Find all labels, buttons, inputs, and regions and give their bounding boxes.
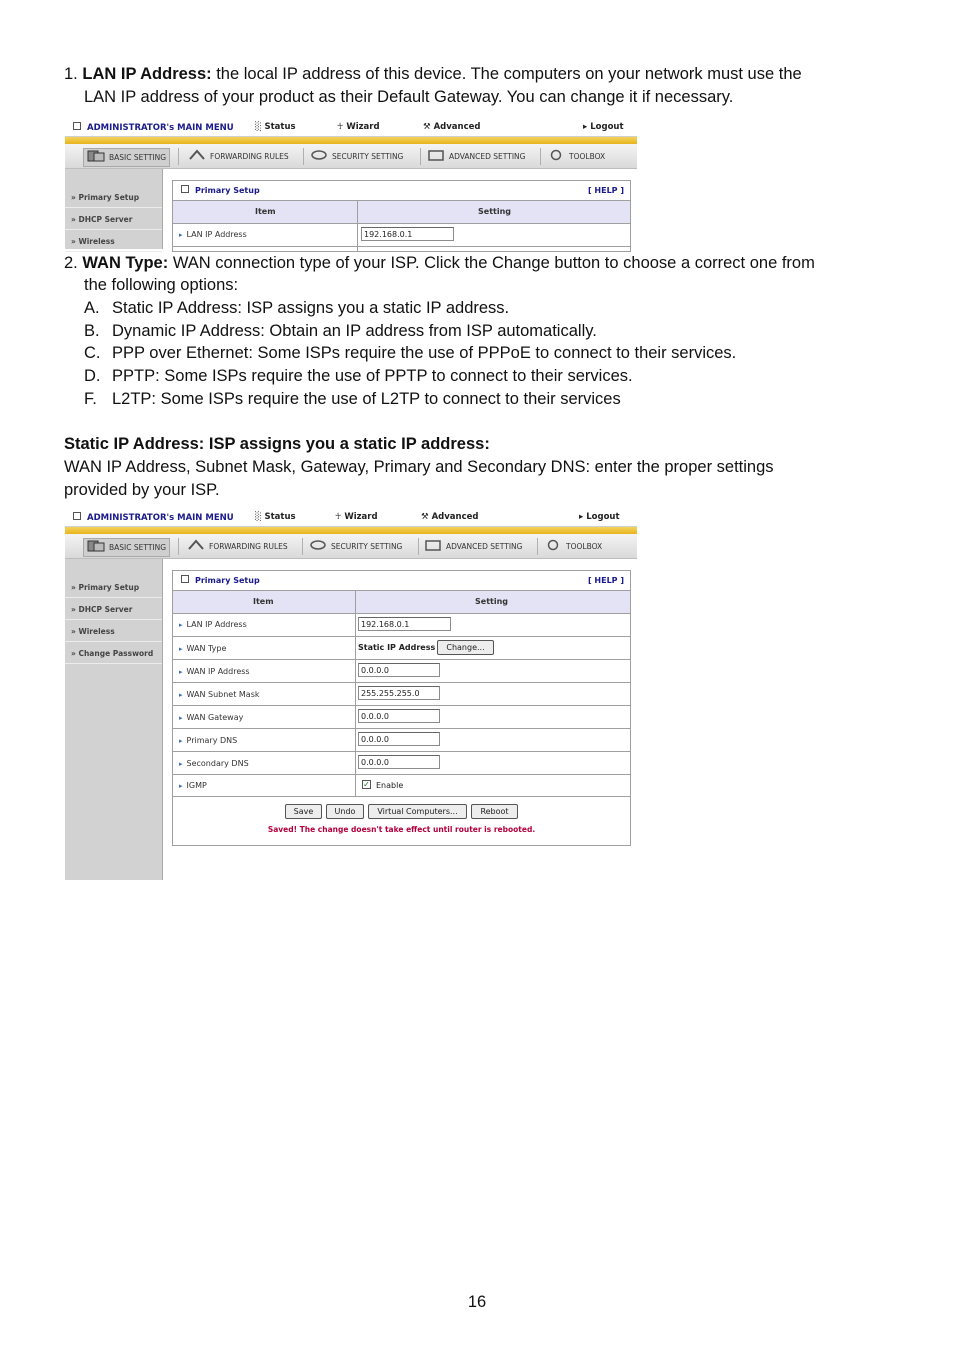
forwarding-icon: [188, 149, 206, 161]
menu-square-icon: [73, 122, 81, 130]
row-wan-ip: [173, 660, 630, 683]
wan-gateway-input[interactable]: 0.0.0.0: [358, 709, 440, 723]
primary-dns-label: ▸ Primary DNS: [179, 736, 237, 745]
main-nav-bar: [65, 144, 637, 169]
col-setting: Setting: [478, 207, 511, 216]
reboot-button[interactable]: Reboot: [471, 804, 518, 819]
row-lan-ip: [173, 614, 630, 637]
item1-term: LAN IP Address:: [82, 65, 212, 83]
logout-link[interactable]: ▸ Logout: [579, 512, 620, 522]
main-nav-bar: [65, 534, 637, 559]
sidebar-item-wireless[interactable]: » Wireless: [65, 621, 162, 642]
nav-security-setting[interactable]: SECURITY SETTING: [310, 148, 403, 165]
option-b: B. Dynamic IP Address: Obtain an IP address from ISP automatically.: [84, 322, 597, 340]
router-ui-screenshot-1: [65, 120, 637, 246]
nav-toolbox[interactable]: TOOLBOX: [544, 538, 602, 555]
page-number: 16: [467, 1293, 487, 1311]
wan-type-label: ▸ WAN Type: [179, 644, 226, 653]
lan-ip-input[interactable]: 192.168.0.1: [358, 617, 451, 631]
secondary-dns-input[interactable]: 0.0.0.0: [358, 755, 440, 769]
saved-message: Saved! The change doesn't take effect until router is rebooted.: [267, 825, 536, 834]
row-primary-dns: [173, 729, 630, 752]
table-header: [173, 591, 630, 614]
advanced-icon: [424, 539, 442, 551]
item2-line2: the following options:: [84, 276, 239, 294]
item2-number: 2.: [64, 254, 78, 272]
igmp-label: ▸ IGMP: [179, 781, 207, 790]
gold-divider: [65, 137, 637, 144]
nav-basic-setting[interactable]: BASIC SETTING: [83, 148, 170, 167]
sidebar-item-primary-setup[interactable]: » Primary Setup: [65, 577, 162, 598]
primary-setup-panel: [172, 180, 631, 252]
option-c: C. PPP over Ethernet: Some ISPs require the use of PPPoE to connect to their services.: [84, 344, 737, 362]
table-header: [173, 201, 630, 224]
virtual-computers-button[interactable]: Virtual Computers...: [368, 804, 467, 819]
item1-line2: LAN IP address of your product as their Default Gateway. You can change it if necessary.: [84, 88, 734, 106]
nav-forwarding-rules[interactable]: FORWARDING RULES: [187, 538, 288, 555]
nav-toolbox[interactable]: TOOLBOX: [547, 148, 605, 165]
nav-basic-setting[interactable]: BASIC SETTING: [83, 538, 170, 557]
wan-ip-input[interactable]: 0.0.0.0: [358, 663, 440, 677]
nav-forwarding-rules[interactable]: FORWARDING RULES: [188, 148, 289, 165]
option-f: F. L2TP: Some ISPs require the use of L2TP to connect to their services: [84, 390, 621, 408]
sidebar: [65, 559, 163, 880]
undo-button[interactable]: Undo: [326, 804, 364, 819]
igmp-enable-checkbox[interactable]: ✓: [363, 780, 370, 789]
item1-text: the local IP address of this device. The computers on your network must use the: [211, 65, 802, 83]
router-ui-screenshot-2: [65, 510, 637, 880]
wizard-link[interactable]: ☥ Wizard: [335, 512, 378, 522]
item1-number: 1.: [64, 65, 78, 83]
option-a: A. Static IP Address: ISP assigns you a static IP address.: [84, 299, 510, 317]
basic-setting-icon: [87, 540, 105, 552]
igmp-enable-label: Enable: [376, 781, 404, 790]
change-button[interactable]: Change...: [437, 640, 494, 655]
basic-setting-icon: [87, 150, 105, 162]
nav-advanced-setting[interactable]: ADVANCED SETTING: [424, 538, 522, 555]
wizard-link[interactable]: ☥ Wizard: [337, 122, 380, 132]
wan-ip-label: ▸ WAN IP Address: [179, 667, 250, 676]
nav-advanced-setting[interactable]: ADVANCED SETTING: [427, 148, 525, 165]
primary-setup-panel: [172, 570, 631, 846]
nav-security-setting[interactable]: SECURITY SETTING: [309, 538, 402, 555]
admin-menu-link[interactable]: ADMINISTRATOR's MAIN MENU: [73, 122, 234, 133]
sidebar-item-wireless[interactable]: » Wireless: [65, 231, 162, 252]
panel-title: Primary Setup [ HELP ]: [173, 571, 630, 591]
row-wan-gateway: [173, 706, 630, 729]
panel-title: Primary Setup [ HELP ]: [173, 181, 630, 201]
advanced-icon: [427, 149, 445, 161]
row-secondary-dns: [173, 752, 630, 775]
secondary-dns-label: ▸ Secondary DNS: [179, 759, 249, 768]
row-igmp: [173, 775, 630, 797]
menu-square-icon: [73, 512, 81, 520]
item2-text: WAN connection type of your ISP. Click the Change button to choose a correct one from: [168, 254, 815, 272]
item1-line1: [64, 63, 802, 86]
item2-line1: [64, 252, 815, 275]
wan-type-value: Static IP Address: [358, 643, 436, 652]
panel-square-icon: [181, 575, 189, 583]
admin-menu-link[interactable]: ADMINISTRATOR's MAIN MENU: [73, 512, 234, 523]
forwarding-icon: [187, 539, 205, 551]
col-setting: Setting: [475, 597, 508, 606]
security-icon: [310, 149, 328, 161]
wan-subnet-mask-label: ▸ WAN Subnet Mask: [179, 690, 260, 699]
save-button[interactable]: Save: [285, 804, 322, 819]
item2-term: WAN Type:: [82, 254, 169, 272]
lan-ip-input[interactable]: 192.168.0.1: [361, 227, 454, 241]
status-link[interactable]: ░ Status: [255, 122, 296, 132]
logout-link[interactable]: ▸ Logout: [583, 122, 624, 132]
lan-ip-label: ▸ LAN IP Address: [179, 230, 247, 239]
sidebar-item-primary-setup[interactable]: » Primary Setup: [65, 187, 162, 208]
advanced-link[interactable]: ⚒ Advanced: [423, 122, 481, 132]
col-item: Item: [255, 207, 276, 216]
toolbox-icon: [547, 149, 565, 161]
toolbox-icon: [544, 539, 562, 551]
static-ip-heading: Static IP Address: ISP assigns you a static IP address:: [64, 435, 490, 453]
gold-divider: [65, 527, 637, 534]
row-lan-ip: [173, 224, 630, 247]
primary-dns-input[interactable]: 0.0.0.0: [358, 732, 440, 746]
static-ip-desc-line2: provided by your ISP.: [64, 481, 220, 499]
top-menu-bar: [65, 510, 637, 527]
sidebar-item-dhcp-server[interactable]: » DHCP Server: [65, 599, 162, 620]
wan-gateway-label: ▸ WAN Gateway: [179, 713, 243, 722]
wan-subnet-mask-input[interactable]: 255.255.255.0: [358, 686, 440, 700]
help-link[interactable]: [ HELP ]: [587, 186, 624, 195]
help-link[interactable]: [ HELP ]: [587, 576, 624, 585]
top-menu-bar: [65, 120, 637, 137]
panel-square-icon: [181, 185, 189, 193]
advanced-link[interactable]: ⚒ Advanced: [421, 512, 479, 522]
lan-ip-label: ▸ LAN IP Address: [179, 620, 247, 629]
row-wan-subnet-mask: [173, 683, 630, 706]
status-link[interactable]: ░ Status: [255, 512, 296, 522]
sidebar: [65, 169, 163, 249]
static-ip-desc-line1: WAN IP Address, Subnet Mask, Gateway, Primary and Secondary DNS: enter the proper settings: [64, 458, 774, 476]
option-d: D. PPTP: Some ISPs require the use of PPTP to connect to their services.: [84, 367, 633, 385]
sidebar-item-change-password[interactable]: » Change Password: [65, 643, 162, 664]
col-item: Item: [253, 597, 274, 606]
sidebar-item-dhcp-server[interactable]: » DHCP Server: [65, 209, 162, 230]
row-wan-type: [173, 637, 630, 660]
security-icon: [309, 539, 327, 551]
